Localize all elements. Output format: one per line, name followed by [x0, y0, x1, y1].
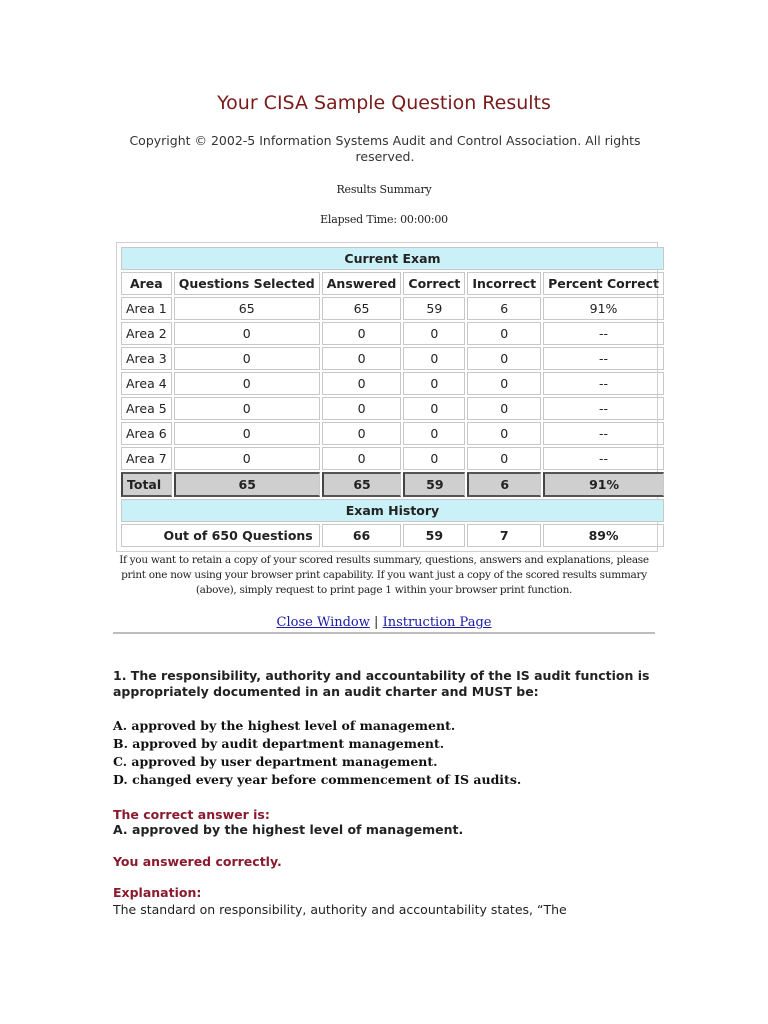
table-cell: 0 — [322, 447, 402, 470]
table-header-row — [121, 272, 664, 295]
question-text: 1. The responsibility, authority and accountability of the IS audit function is appropriately documented in an audit charter and MUST be: — [113, 668, 650, 699]
area-cell: Area 2 — [121, 322, 172, 345]
total-label: Total — [121, 472, 172, 497]
column-header: Area — [121, 272, 172, 295]
table-cell: 65 — [322, 297, 402, 320]
horizontal-divider — [113, 632, 655, 634]
table-cell: 0 — [322, 372, 402, 395]
table-cell: 0 — [403, 322, 465, 345]
explanation-text: The standard on responsibility, authority and accountability states, “The — [113, 902, 567, 917]
total-cell: 59 — [403, 472, 465, 497]
exam-history-band — [121, 499, 664, 522]
table-cell: 0 — [322, 322, 402, 345]
results-summary-label: Results Summary — [336, 183, 432, 196]
current-exam-heading: Current Exam — [121, 247, 664, 270]
table-cell: -- — [543, 322, 664, 345]
table-cell: 0 — [174, 372, 320, 395]
history-cell: 59 — [403, 524, 465, 547]
print-instructions: If you want to retain a copy of your scored results summary, questions, answers and explanations, please print one now using your browser print capability. If you want just a copy of the scored results summary (above), simply request to print page 1 within your browser print function. — [119, 554, 649, 596]
table-cell: 0 — [174, 347, 320, 370]
table-cell: 6 — [467, 297, 541, 320]
table-row — [121, 347, 664, 370]
table-row — [121, 297, 664, 320]
results-table — [119, 245, 666, 549]
exam-history-heading: Exam History — [121, 499, 664, 522]
table-cell: 0 — [467, 347, 541, 370]
table-row — [121, 372, 664, 395]
total-row — [121, 472, 664, 497]
table-cell: 0 — [322, 347, 402, 370]
table-cell: -- — [543, 347, 664, 370]
navigation-links — [0, 615, 768, 630]
table-cell: 0 — [467, 422, 541, 445]
table-row — [121, 322, 664, 345]
page-title: Your CISA Sample Question Results — [217, 92, 551, 114]
table-cell: 0 — [174, 422, 320, 445]
result-status: You answered correctly. — [113, 854, 282, 869]
area-cell: Area 4 — [121, 372, 172, 395]
table-cell: -- — [543, 422, 664, 445]
table-cell: -- — [543, 372, 664, 395]
table-cell: 0 — [467, 447, 541, 470]
table-cell: 0 — [174, 397, 320, 420]
history-label: Out of 650 Questions — [121, 524, 320, 547]
link-separator: | — [374, 615, 379, 630]
area-cell: Area 1 — [121, 297, 172, 320]
total-cell: 91% — [543, 472, 664, 497]
option-d: D. changed every year before commencement of IS audits. — [113, 772, 522, 787]
column-header: Questions Selected — [174, 272, 320, 295]
results-table-container — [116, 242, 658, 552]
table-row — [121, 447, 664, 470]
table-cell: 0 — [403, 397, 465, 420]
total-cell: 65 — [174, 472, 320, 497]
table-cell: 0 — [403, 447, 465, 470]
table-cell: 0 — [322, 422, 402, 445]
option-a: A. approved by the highest level of management. — [113, 718, 456, 733]
table-cell: -- — [543, 447, 664, 470]
table-cell: 0 — [322, 397, 402, 420]
column-header: Answered — [322, 272, 402, 295]
table-cell: 0 — [403, 422, 465, 445]
table-cell: -- — [543, 397, 664, 420]
history-cell: 89% — [543, 524, 664, 547]
correct-answer-label: The correct answer is: — [113, 807, 270, 822]
column-header: Percent Correct — [543, 272, 664, 295]
area-cell: Area 7 — [121, 447, 172, 470]
area-cell: Area 6 — [121, 422, 172, 445]
table-row — [121, 397, 664, 420]
table-row — [121, 422, 664, 445]
elapsed-time: Elapsed Time: 00:00:00 — [320, 213, 448, 226]
instruction-page-link[interactable]: Instruction Page — [382, 615, 492, 630]
total-cell: 6 — [467, 472, 541, 497]
option-c: C. approved by user department management. — [113, 754, 438, 769]
table-cell: 59 — [403, 297, 465, 320]
area-cell: Area 5 — [121, 397, 172, 420]
area-cell: Area 3 — [121, 347, 172, 370]
correct-answer-text: A. approved by the highest level of management. — [113, 822, 464, 837]
table-cell: 0 — [174, 447, 320, 470]
column-header: Incorrect — [467, 272, 541, 295]
exam-history-row — [121, 524, 664, 547]
table-cell: 0 — [467, 397, 541, 420]
table-cell: 0 — [403, 372, 465, 395]
table-cell: 0 — [467, 322, 541, 345]
option-b: B. approved by audit department management. — [113, 736, 445, 751]
explanation-label: Explanation: — [113, 885, 202, 900]
table-cell: 65 — [174, 297, 320, 320]
table-cell: 0 — [403, 347, 465, 370]
table-cell: 0 — [467, 372, 541, 395]
answer-options — [113, 717, 673, 789]
current-exam-band — [121, 247, 664, 270]
history-cell: 66 — [322, 524, 402, 547]
table-cell: 91% — [543, 297, 664, 320]
history-cell: 7 — [467, 524, 541, 547]
copyright-notice: Copyright © 2002-5 Information Systems Audit and Control Association. All rights reserved. — [129, 133, 641, 164]
table-cell: 0 — [174, 322, 320, 345]
close-window-link[interactable]: Close Window — [276, 615, 370, 630]
total-cell: 65 — [322, 472, 402, 497]
column-header: Correct — [403, 272, 465, 295]
